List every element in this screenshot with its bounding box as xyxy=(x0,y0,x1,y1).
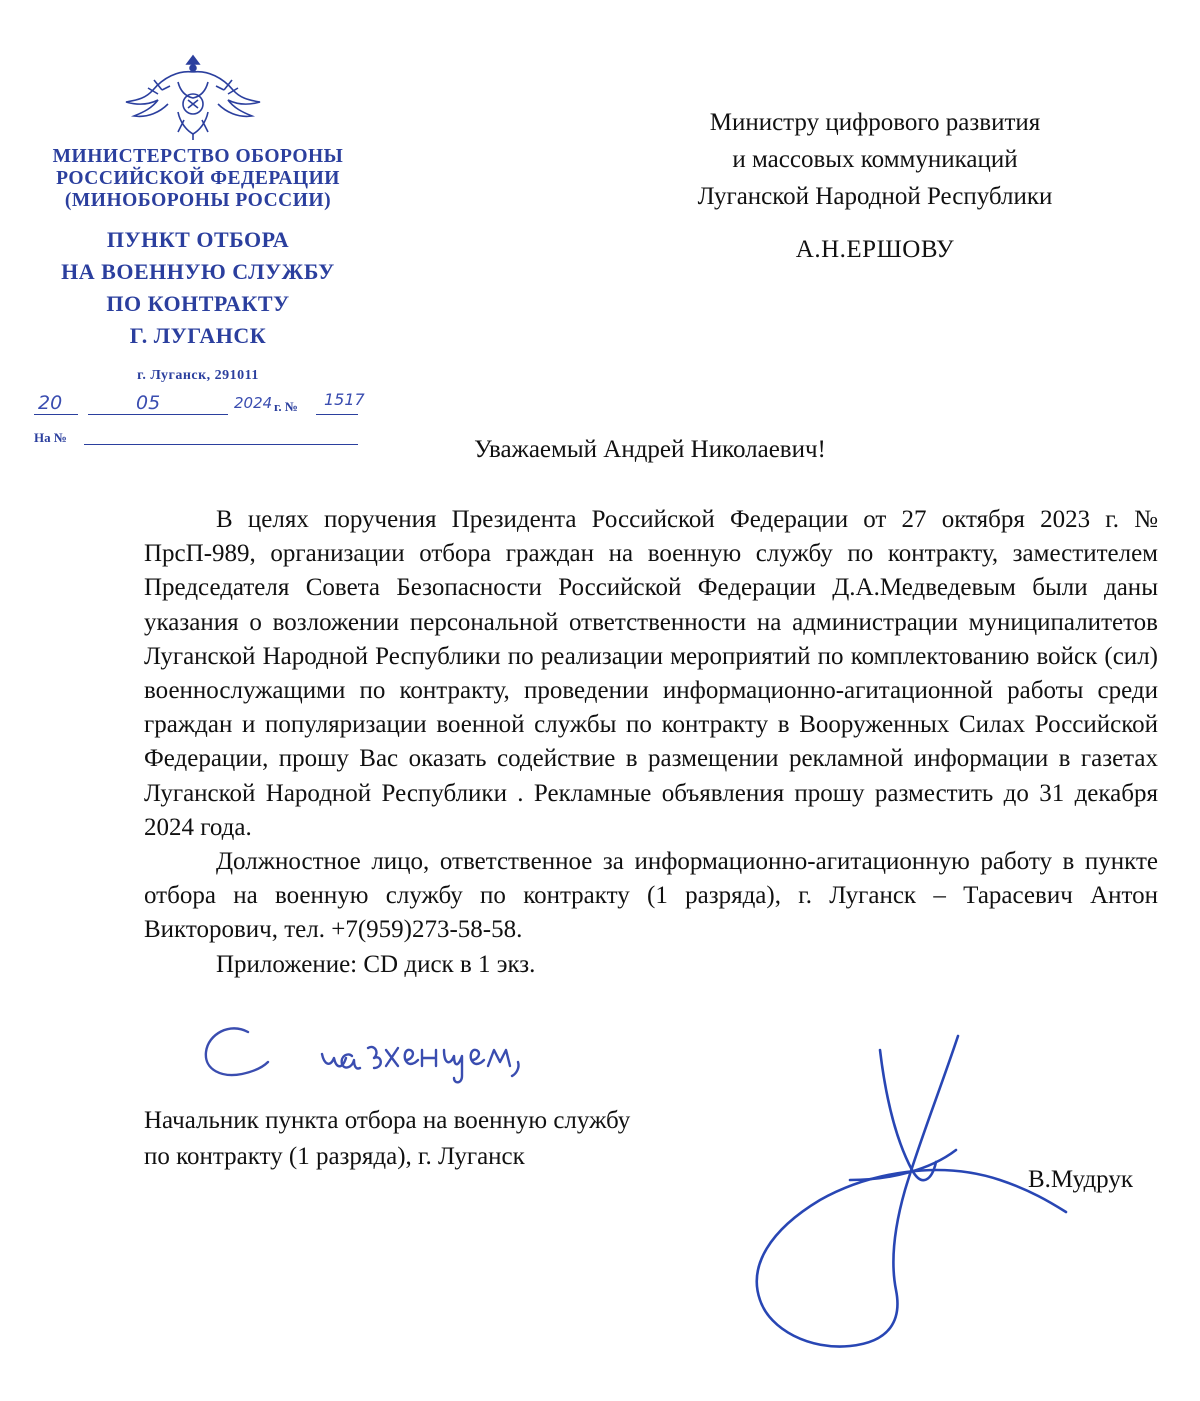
signatory-title xyxy=(144,1103,630,1175)
ministry-line-1: МИНИСТЕРСТВО ОБОРОНЫ xyxy=(52,146,344,167)
double-headed-eagle-emblem xyxy=(118,50,268,142)
date-year: 2024 xyxy=(234,394,273,412)
on-no-label: На № xyxy=(34,430,67,445)
addressee-block xyxy=(640,104,1110,215)
registration-number: 1517 xyxy=(324,390,365,409)
ministry-line-3: (МИНОБОРОНЫ РОССИИ) xyxy=(64,190,332,211)
year-suffix: г. № xyxy=(274,399,299,414)
addressee-line-1: Министру цифрового развития xyxy=(709,109,1041,136)
date-month-rule xyxy=(88,414,228,415)
handwritten-closing xyxy=(200,1018,620,1088)
stamp-address: г. Луганск, 291011 xyxy=(137,368,259,383)
body-paragraph-1: В целях поручения Президента Российской Федерации от 27 октября 2023 г. № ПрсП-989, организации отбора граждан на военную службу по контракту, заместителем Председателя Совета Безопасности Российской Федерации Д.А.Медведевым были даны указания о возложении персональной ответственности на администрации муниципалитетов Луганской Народной Республики по реализации мероприятий по комплектованию войск (сил) военнослужащими по контракту, проведении информационно-агитационной работы среди граждан и популяризации военной службы по контракту в Вооруженных Силах Российской Федерации, прошу Вас оказать содействие в размещении рекламной информации в газетах Луганской Народной Республики . Рекламные объявления прошу разместить до 31 декабря 2024 года. xyxy=(144,506,1158,841)
signatory-title-line-1: Начальник пункта отбора на военную службу xyxy=(144,1107,631,1134)
salutation: Уважаемый Андрей Николаевич! xyxy=(474,436,826,463)
unit-line-1: ПУНКТ ОТБОРА xyxy=(106,227,290,252)
unit-line-2: НА ВОЕННУЮ СЛУЖБУ xyxy=(61,259,335,284)
registration-number-rule xyxy=(316,414,358,415)
date-day: 20 xyxy=(38,392,63,414)
date-day-rule xyxy=(34,414,78,415)
letterhead-stamp xyxy=(28,50,368,454)
ministry-line-2: РОССИЙСКОЙ ФЕДЕРАЦИИ xyxy=(56,168,340,189)
unit-line-3: ПО КОНТРАКТУ xyxy=(106,291,290,316)
addressee-line-2: и массовых коммуникаций xyxy=(732,146,1018,173)
unit-line-4: Г. ЛУГАНСК xyxy=(129,323,267,348)
letter-body xyxy=(144,503,1158,982)
date-month: 05 xyxy=(136,392,161,414)
ministry-name xyxy=(28,146,368,212)
unit-name xyxy=(28,226,368,350)
body-paragraph-3: Приложение: CD диск в 1 экз. xyxy=(216,950,536,978)
addressee-line-3: Луганской Народной Республики xyxy=(697,183,1053,210)
signatory-name: В.Мудрук xyxy=(1028,1166,1133,1193)
signatory-title-line-2: по контракту (1 разряда), г. Луганск xyxy=(144,1143,525,1170)
outgoing-registration xyxy=(28,392,368,422)
handwritten-signature xyxy=(700,1030,1080,1360)
body-paragraph-2: Должностное лицо, ответственное за информационно-агитационную работу в пункте отбора на военную службу по контракту (1 разряда), г. Луганск – Тарасевич Антон Викторович, тел. +7(959)273-58-58. xyxy=(144,848,1158,944)
addressee-name: А.Н.ЕРШОВУ xyxy=(795,236,955,263)
